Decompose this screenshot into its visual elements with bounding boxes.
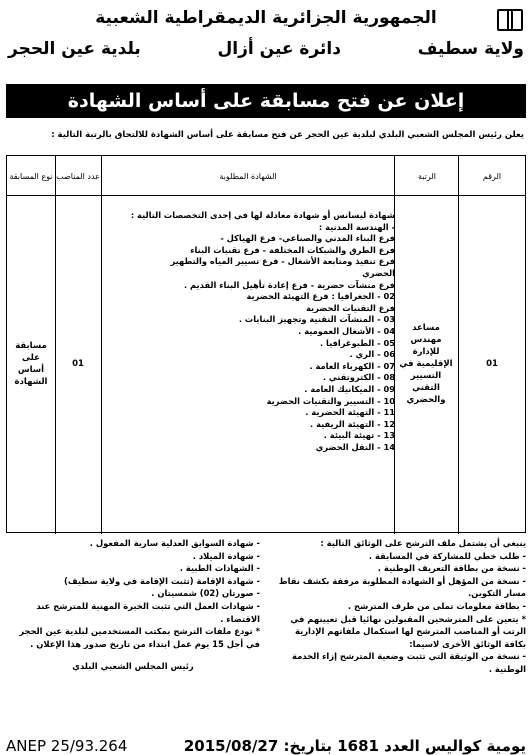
doc-line: - صورتان (02) شمسيتان . — [151, 588, 260, 599]
doc-line: - طلب خطي للمشاركة في المسابقة . — [368, 550, 526, 561]
cert-line: 14 - النقل الحضري — [315, 441, 395, 452]
cell-num: 01 — [486, 359, 498, 369]
cert-line: الحضري — [362, 267, 395, 278]
cert-line: فرع تنفيذ ومتابعة الأشغال - فرع تسيير المياه والتطهير — [170, 256, 395, 267]
republic-title: الجمهورية الجزائرية الديمقراطية الشعبية — [95, 8, 437, 28]
cert-line: 02 - الجغرافيا : فرع التهيئة الحضرية — [246, 291, 395, 302]
open-book-icon — [496, 7, 524, 29]
header-num: الرقم — [482, 171, 502, 181]
footer-bar — [0, 736, 532, 755]
cell-type: مسابقة على أساس الشهادة — [14, 341, 48, 387]
anep-code: ANEP 25/93.264 — [6, 736, 128, 755]
documents-left-column — [6, 537, 260, 673]
doc-line: - بطاقة معلومات تملى من طرف المترشح . — [347, 600, 526, 611]
announcement-banner: إعلان عن فتح مسابقة على أساس الشهادة — [6, 84, 526, 118]
doc-line: - الشهادات الطبية . — [179, 563, 260, 574]
publication-info: يومية كواليس العدد 1681 بتاريخ: 2015/08/27 — [183, 736, 526, 755]
wilaya-label: ولاية سطيف — [417, 39, 524, 59]
col-divider — [101, 156, 102, 534]
commune-label: بلدية عين الحجر — [8, 39, 141, 59]
header-cert: الشهادة المطلوبة — [219, 171, 277, 181]
documents-right-column — [272, 537, 526, 676]
doc-line: - نسخة من الوثيقة التي تثبت وضعية المترشح إزاء الخدمة الوطنية . — [292, 651, 526, 674]
doc-line: - شهادات العمل التي تثبت الخبرة المهنية للمترشح عند الاقتضاء . — [36, 600, 260, 624]
cert-line: 13 - تهيئة البيئة . — [323, 430, 395, 441]
cert-line: فرع الطرق والشبكات المختلفة - فرع تقنيات البناء — [190, 244, 395, 255]
cert-line: 10 - التسيير والتقنيات الحضرية — [266, 395, 395, 406]
doc-line: ينبغي أن يشتمل ملف الترشح على الوثائق التالية : — [320, 538, 526, 548]
intro-text: يعلن رئيس المجلس الشعبي البلدي لبلدية عين الحجر عن فتح مسابقة على أساس الشهادة للالتحاق بالرتبة التالية : — [51, 130, 524, 140]
doc-line: * يتعين على المترشحين المقبولين نهائيا قبل تعيينهم في الرتب أو المناصب المترشح لها استكمال ملفاتهم الإدارية بكافة الوثائق الأخرى لاسيما: — [290, 613, 526, 649]
cert-line: 09 - الميكانيك العامة . — [304, 383, 395, 394]
cert-line: 08 - الكتروتقني . — [322, 372, 395, 383]
cert-line: 07 - الكهرباء العامة . — [309, 360, 395, 371]
header-posts: عدد المناصب — [56, 171, 100, 181]
doc-line: - شهادة الإقامة (تثبت الإقامة في ولاية سطيف) — [64, 575, 260, 586]
cell-grade: مساعد مهندس للإدارة الإقليمية في التسيير التقني والحضري — [399, 323, 453, 405]
cert-line: - الهندسة المدنية : — [318, 221, 395, 232]
header-row-admin — [0, 34, 532, 64]
cert-line: 06 - الري . — [349, 349, 395, 360]
doc-line: - نسخة من المؤهل أو الشهادة المطلوبة مرفقة بكشف نقاط مسار التكوين. — [278, 575, 526, 599]
header-type: نوع المسابقة — [9, 171, 53, 181]
doc-line: - نسخة من بطاقة التعريف الوطنية . — [377, 563, 526, 574]
documents-section — [6, 537, 526, 733]
cert-line: فرع التقنيات الحضرية — [305, 302, 395, 313]
cert-line: 11 - التهيئة الحضرية . — [305, 407, 395, 418]
cert-line: فرع البناء المدني والصناعي- فرع الهياكل - — [220, 233, 395, 244]
cert-list — [130, 210, 395, 453]
header-row-top — [0, 4, 532, 32]
signature: رئيس المجلس الشعبي البلدي — [72, 661, 194, 672]
grade-table — [6, 155, 526, 533]
daira-label: دائرة عين أزال — [217, 39, 341, 59]
cert-line: 05 - الطبوغرافيا . — [319, 337, 395, 348]
doc-line: * تودع ملفات الترشح بمكتب المستخدمين لبلدية عين الحجر في أجل 15 يوم عمل ابتداء من تاريخ صدور هذا الإعلان . — [19, 626, 260, 649]
header-grade: الرتبة — [418, 171, 437, 181]
doc-line: - شهادة السوابق العدلية سارية المفعول . — [89, 538, 260, 548]
cert-line: 04 - الأشغال العمومية . — [298, 325, 395, 336]
doc-line: - شهادة الميلاد . — [192, 550, 260, 561]
cert-line: فرع منشآت حضرية - فرع إعادة تأهيل البناء القديم . — [184, 279, 395, 290]
cert-line: 03 - المنشآت التقنية وتجهيز البنايات . — [238, 314, 395, 325]
cert-line: 12 - التهيئة الريفية . — [310, 418, 395, 429]
cell-posts: 01 — [72, 359, 84, 369]
cert-line: شهادة ليسانس أو شهادة معادلة لها في إحدى التخصصات التالية : — [130, 210, 395, 220]
